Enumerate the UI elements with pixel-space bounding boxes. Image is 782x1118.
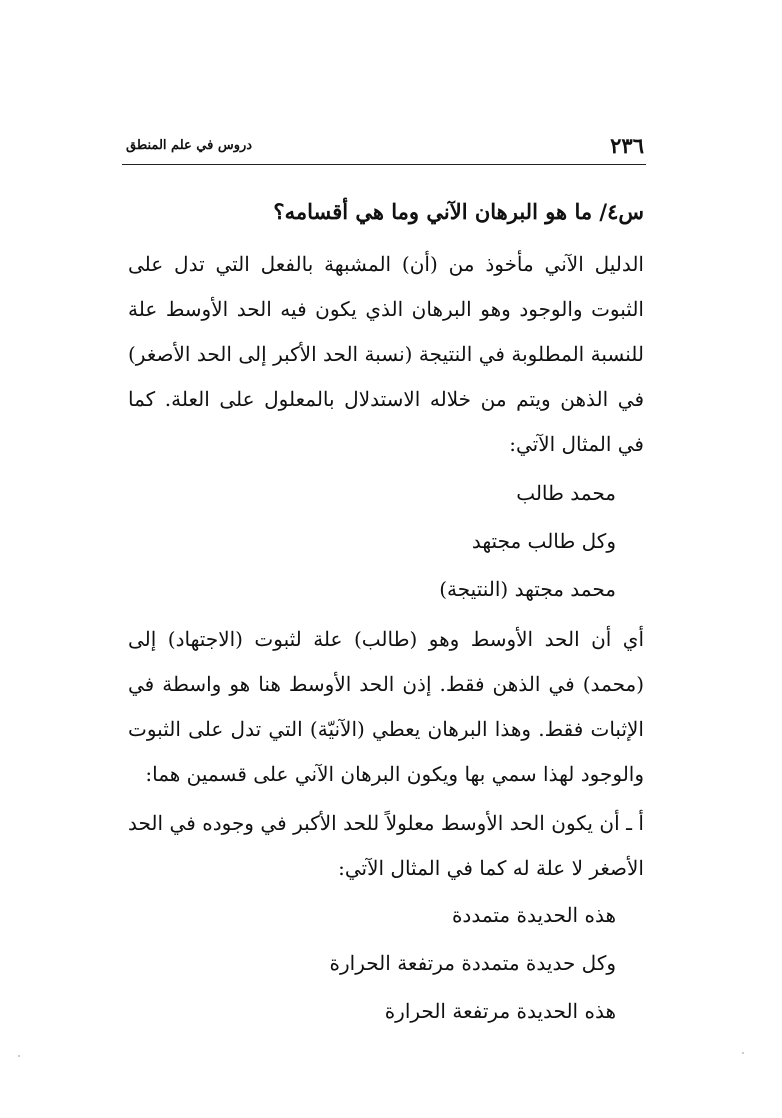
example-syllogism-1 bbox=[128, 469, 644, 613]
page-header bbox=[122, 133, 646, 161]
scan-speck bbox=[18, 1055, 20, 1057]
example-2-minor-premise: هذه الحديدة متمددة bbox=[451, 903, 616, 927]
page-number: ٢٣٦ bbox=[610, 133, 644, 158]
example-2-major-premise: وكل حديدة متمددة مرتفعة الحرارة bbox=[329, 951, 616, 975]
example-syllogism-2 bbox=[128, 891, 644, 1035]
header-divider bbox=[122, 164, 646, 165]
page-body bbox=[128, 190, 644, 1035]
example-2-conclusion: هذه الحديدة مرتفعة الحرارة bbox=[384, 999, 616, 1023]
paragraph-division-a: أ ـ أن يكون الحد الأوسط معلولاً للحد الأكبر في وجوده في الحد الأصغر لا علة له كما في المثال الآتي: bbox=[128, 811, 644, 880]
paragraph-explanation: أي أن الحد الأوسط وهو (طالب) علة لثبوت (الاجتهاد) إلى (محمد) في الذهن فقط. إذن الحد الأوسط هنا هو واسطة في الإثبات فقط. وهذا البرهان يعطي (الآنيّة) التي تدل على الثبوت والوجود لهذا سمي بها ويكون البرهان الآني على قسمين هما: bbox=[128, 627, 644, 786]
scan-speck bbox=[742, 1052, 744, 1054]
example-1-major-premise: وكل طالب مجتهد bbox=[471, 529, 616, 553]
example-1-minor-premise: محمد طالب bbox=[516, 481, 616, 505]
paragraph-definition: الدليل الآني مأخوذ من (أن) المشبهة بالفعل التي تدل على الثبوت والوجود وهو البرهان الذي يكون فيه الحد الأوسط علة للنسبة المطلوبة في النتيجة (نسبة الحد الأكبر إلى الحد الأصغر) في الذهن ويتم من خلاله الاستدلال بالمعلول على العلة. كما في المثال الآتي: bbox=[128, 252, 644, 456]
running-title: دروس في علم المنطق bbox=[126, 138, 253, 153]
question-heading: س٤/ ما هو البرهان الآني وما هي أقسامه؟ bbox=[273, 199, 644, 224]
example-1-conclusion: محمد مجتهد (النتيجة) bbox=[439, 577, 616, 601]
